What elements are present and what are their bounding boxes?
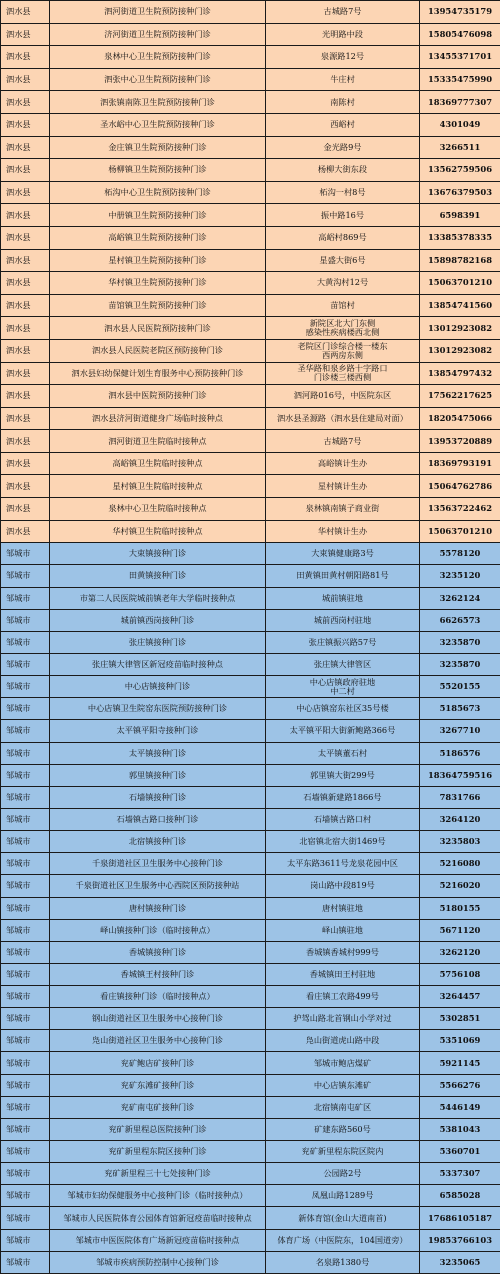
site-name-cell: 兖矿鲍店矿接种门诊 bbox=[50, 1052, 266, 1074]
address-cell: 田黄镇田黄村朝阳路81号 bbox=[266, 565, 420, 587]
table-row bbox=[1, 764, 500, 786]
table-row bbox=[1, 853, 500, 875]
table-row bbox=[1, 181, 500, 204]
county-cell: 泗水县 bbox=[1, 317, 50, 340]
table-row bbox=[1, 565, 500, 587]
site-name-cell: 星村镇卫生院临时接种点 bbox=[50, 475, 266, 498]
county-cell: 泗水县 bbox=[1, 294, 50, 317]
site-name-cell: 邹城市中医医院体育广场新冠疫苗临时接种点 bbox=[50, 1229, 266, 1251]
county-cell: 泗水县 bbox=[1, 23, 50, 46]
address-cell: 北宿镇北宿大街1469号 bbox=[266, 831, 420, 853]
site-name-cell: 中心店镇卫生院窑东医院预防接种门诊 bbox=[50, 698, 266, 720]
phone-cell: 5351069 bbox=[420, 1030, 500, 1052]
site-name-cell: 邹城市疾病预防控制中心接种门诊 bbox=[50, 1251, 266, 1273]
table-row bbox=[1, 609, 500, 631]
phone-cell: 3264120 bbox=[420, 808, 500, 830]
table-row bbox=[1, 91, 500, 114]
address-cell: 太平镇平阳大街新鲍路366号 bbox=[266, 720, 420, 742]
phone-cell: 13562759506 bbox=[420, 159, 500, 182]
address-cell: 峄山镇驻地 bbox=[266, 919, 420, 941]
address-cell: 高峪镇计生办 bbox=[266, 452, 420, 475]
county-cell: 泗水县 bbox=[1, 362, 50, 385]
table-row bbox=[1, 498, 500, 521]
table-row bbox=[1, 294, 500, 317]
site-name-cell: 济河街道卫生院预防接种门诊 bbox=[50, 23, 266, 46]
county-cell: 邹城市 bbox=[1, 1118, 50, 1140]
table-row bbox=[1, 1118, 500, 1140]
site-name-cell: 泉林中心卫生院预防接种门诊 bbox=[50, 46, 266, 69]
table-row bbox=[1, 1207, 500, 1229]
table-row bbox=[1, 226, 500, 249]
site-name-cell: 泗河街道卫生院预防接种门诊 bbox=[50, 1, 266, 24]
address-cell: 名泉路1380号 bbox=[266, 1251, 420, 1273]
address-cell: 柘沟一村8号 bbox=[266, 181, 420, 204]
county-cell: 邹城市 bbox=[1, 1074, 50, 1096]
address-cell: 振中路16号 bbox=[266, 204, 420, 227]
county-cell: 泗水县 bbox=[1, 475, 50, 498]
county-cell: 邹城市 bbox=[1, 808, 50, 830]
county-cell: 泗水县 bbox=[1, 407, 50, 430]
phone-cell: 13012923082 bbox=[420, 339, 500, 362]
county-cell: 泗水县 bbox=[1, 1, 50, 24]
site-name-cell: 看庄镇接种门诊（临时接种点） bbox=[50, 986, 266, 1008]
address-cell: 郭里镇大街299号 bbox=[266, 764, 420, 786]
site-name-cell: 市第二人民医院城前镇老年大学临时接种点 bbox=[50, 587, 266, 609]
table-row bbox=[1, 1008, 500, 1030]
site-name-cell: 华村镇卫生院预防接种门诊 bbox=[50, 272, 266, 295]
phone-cell: 15063701210 bbox=[420, 520, 500, 543]
county-cell: 邹城市 bbox=[1, 720, 50, 742]
county-cell: 邹城市 bbox=[1, 1163, 50, 1185]
address-cell: 泉源路12号 bbox=[266, 46, 420, 69]
address-cell: 邹城市鲍店煤矿 bbox=[266, 1052, 420, 1074]
table-row bbox=[1, 875, 500, 897]
address-cell: 凫山街道虎山路中段 bbox=[266, 1030, 420, 1052]
site-name-cell: 泗水县中医院预防接种门诊 bbox=[50, 385, 266, 408]
county-cell: 泗水县 bbox=[1, 272, 50, 295]
table-row bbox=[1, 1185, 500, 1207]
address-cell: 泗河路016号，中医院东区 bbox=[266, 385, 420, 408]
county-cell: 泗水县 bbox=[1, 204, 50, 227]
table-row bbox=[1, 249, 500, 272]
address-cell: 岗山路中段819号 bbox=[266, 875, 420, 897]
county-cell: 泗水县 bbox=[1, 91, 50, 114]
table-row bbox=[1, 587, 500, 609]
phone-cell: 13676379503 bbox=[420, 181, 500, 204]
table-row bbox=[1, 1251, 500, 1273]
county-cell: 邹城市 bbox=[1, 1251, 50, 1273]
county-cell: 泗水县 bbox=[1, 430, 50, 453]
table-row bbox=[1, 742, 500, 764]
county-cell: 泗水县 bbox=[1, 113, 50, 136]
address-cell: 金光路9号 bbox=[266, 136, 420, 159]
address-cell: 新院区北大门东侧 感染性疾病楼西北侧 bbox=[266, 317, 420, 340]
table-row bbox=[1, 963, 500, 985]
site-name-cell: 石墙镇接种门诊 bbox=[50, 786, 266, 808]
phone-cell: 18205475066 bbox=[420, 407, 500, 430]
table-row bbox=[1, 272, 500, 295]
county-cell: 邹城市 bbox=[1, 875, 50, 897]
address-cell: 张庄镇振兴路57号 bbox=[266, 631, 420, 653]
table-row bbox=[1, 831, 500, 853]
county-cell: 邹城市 bbox=[1, 1207, 50, 1229]
site-name-cell: 峄山镇接种门诊（临时接种点） bbox=[50, 919, 266, 941]
address-cell: 大束镇健康路3号 bbox=[266, 543, 420, 565]
address-cell: 新体育馆(金山大道南首) bbox=[266, 1207, 420, 1229]
phone-cell: 3262124 bbox=[420, 587, 500, 609]
site-name-cell: 泗张中心卫生院预防接种门诊 bbox=[50, 68, 266, 91]
phone-cell: 13563722462 bbox=[420, 498, 500, 521]
address-cell: 石墙镇古路口村 bbox=[266, 808, 420, 830]
table-row bbox=[1, 653, 500, 675]
address-cell: 大黄沟村12号 bbox=[266, 272, 420, 295]
phone-cell: 5186576 bbox=[420, 742, 500, 764]
table-row bbox=[1, 1163, 500, 1185]
county-cell: 泗水县 bbox=[1, 520, 50, 543]
phone-cell: 3235803 bbox=[420, 831, 500, 853]
county-cell: 邹城市 bbox=[1, 1008, 50, 1030]
county-cell: 泗水县 bbox=[1, 452, 50, 475]
address-cell: 杨柳大街东段 bbox=[266, 159, 420, 182]
county-cell: 邹城市 bbox=[1, 631, 50, 653]
county-cell: 邹城市 bbox=[1, 587, 50, 609]
address-cell: 华村镇计生办 bbox=[266, 520, 420, 543]
phone-cell: 5216020 bbox=[420, 875, 500, 897]
site-name-cell: 田黄镇接种门诊 bbox=[50, 565, 266, 587]
table-row bbox=[1, 317, 500, 340]
site-name-cell: 星村镇卫生院预防接种门诊 bbox=[50, 249, 266, 272]
county-cell: 邹城市 bbox=[1, 1096, 50, 1118]
phone-cell: 5566276 bbox=[420, 1074, 500, 1096]
site-name-cell: 郭里镇接种门诊 bbox=[50, 764, 266, 786]
site-name-cell: 石墙镇古路口接种门诊 bbox=[50, 808, 266, 830]
address-cell: 高峪村869号 bbox=[266, 226, 420, 249]
phone-cell: 5360701 bbox=[420, 1141, 500, 1163]
phone-cell: 6585028 bbox=[420, 1185, 500, 1207]
phone-cell: 18369793191 bbox=[420, 452, 500, 475]
county-cell: 泗水县 bbox=[1, 68, 50, 91]
site-name-cell: 北宿镇接种门诊 bbox=[50, 831, 266, 853]
phone-cell: 13455371701 bbox=[420, 46, 500, 69]
site-name-cell: 凫山街道社区卫生服务中心接种门诊 bbox=[50, 1030, 266, 1052]
address-cell: 古城路7号 bbox=[266, 430, 420, 453]
site-name-cell: 杨柳镇卫生院预防接种门诊 bbox=[50, 159, 266, 182]
address-cell: 泗水县圣源路（泗水县住建局对面） bbox=[266, 407, 420, 430]
address-cell: 香城镇田王村驻地 bbox=[266, 963, 420, 985]
address-cell: 兖矿新里程东院区院内 bbox=[266, 1141, 420, 1163]
county-cell: 邹城市 bbox=[1, 543, 50, 565]
site-name-cell: 邹城市妇幼保健服务中心接种门诊（临时接种点） bbox=[50, 1185, 266, 1207]
phone-cell: 5578120 bbox=[420, 543, 500, 565]
table-row bbox=[1, 113, 500, 136]
county-cell: 泗水县 bbox=[1, 136, 50, 159]
phone-cell: 5302851 bbox=[420, 1008, 500, 1030]
site-name-cell: 千泉街道社区卫生服务中心接种门诊 bbox=[50, 853, 266, 875]
address-cell: 泉林镇南镇子商业街 bbox=[266, 498, 420, 521]
address-cell: 牛庄村 bbox=[266, 68, 420, 91]
county-cell: 邹城市 bbox=[1, 941, 50, 963]
address-cell: 老院区门诊综合楼一楼东 西两房东侧 bbox=[266, 339, 420, 362]
site-name-cell: 泗张镇南陈卫生院预防接种门诊 bbox=[50, 91, 266, 114]
phone-cell: 18369777307 bbox=[420, 91, 500, 114]
address-cell: 城前西岗村驻地 bbox=[266, 609, 420, 631]
address-cell: 护驾山路北首钢山小学对过 bbox=[266, 1008, 420, 1030]
address-cell: 西峪村 bbox=[266, 113, 420, 136]
county-cell: 邹城市 bbox=[1, 831, 50, 853]
site-name-cell: 兖矿新里程三十七处接种门诊 bbox=[50, 1163, 266, 1185]
phone-cell: 3264457 bbox=[420, 986, 500, 1008]
table-row bbox=[1, 919, 500, 941]
table-row bbox=[1, 786, 500, 808]
county-cell: 邹城市 bbox=[1, 963, 50, 985]
phone-cell: 5671120 bbox=[420, 919, 500, 941]
phone-cell: 3235870 bbox=[420, 631, 500, 653]
county-cell: 邹城市 bbox=[1, 986, 50, 1008]
phone-cell: 5381043 bbox=[420, 1118, 500, 1140]
address-cell: 凤凰山路1289号 bbox=[266, 1185, 420, 1207]
county-cell: 邹城市 bbox=[1, 1030, 50, 1052]
table-row bbox=[1, 204, 500, 227]
county-cell: 邹城市 bbox=[1, 676, 50, 698]
phone-cell: 17686105187 bbox=[420, 1207, 500, 1229]
table-row bbox=[1, 68, 500, 91]
address-cell: 中心店镇东滩矿 bbox=[266, 1074, 420, 1096]
site-name-cell: 苗馆镇卫生院预防接种门诊 bbox=[50, 294, 266, 317]
site-name-cell: 兖矿新里程总医院接种门诊 bbox=[50, 1118, 266, 1140]
phone-cell: 5180155 bbox=[420, 897, 500, 919]
phone-cell: 15064762786 bbox=[420, 475, 500, 498]
address-cell: 石墙镇新建路1866号 bbox=[266, 786, 420, 808]
phone-cell: 5921145 bbox=[420, 1052, 500, 1074]
site-name-cell: 张庄镇大律管区新冠疫苗临时接种点 bbox=[50, 653, 266, 675]
site-name-cell: 兖矿新里程东院区接种门诊 bbox=[50, 1141, 266, 1163]
table-row bbox=[1, 46, 500, 69]
phone-cell: 15805476098 bbox=[420, 23, 500, 46]
phone-cell: 17562217625 bbox=[420, 385, 500, 408]
site-name-cell: 兖矿南屯矿接种门诊 bbox=[50, 1096, 266, 1118]
address-cell: 苗馆村 bbox=[266, 294, 420, 317]
site-name-cell: 泗水县济河街道健身广场临时接种点 bbox=[50, 407, 266, 430]
site-name-cell: 泗水县人民医院预防接种门诊 bbox=[50, 317, 266, 340]
site-name-cell: 张庄镇接种门诊 bbox=[50, 631, 266, 653]
site-name-cell: 华村镇卫生院临时接种点 bbox=[50, 520, 266, 543]
site-name-cell: 圣水峪中心卫生院预防接种门诊 bbox=[50, 113, 266, 136]
address-cell: 古城路7号 bbox=[266, 1, 420, 24]
table-row bbox=[1, 720, 500, 742]
site-name-cell: 香城镇王村接种门诊 bbox=[50, 963, 266, 985]
county-cell: 邹城市 bbox=[1, 653, 50, 675]
address-cell: 中心店镇政府驻地 中二村 bbox=[266, 676, 420, 698]
phone-cell: 4301049 bbox=[420, 113, 500, 136]
table-row bbox=[1, 1, 500, 24]
site-name-cell: 太平镇平阳寺接种门诊 bbox=[50, 720, 266, 742]
phone-cell: 3235065 bbox=[420, 1251, 500, 1273]
phone-cell: 15335475990 bbox=[420, 68, 500, 91]
table-row bbox=[1, 698, 500, 720]
table-row bbox=[1, 897, 500, 919]
phone-cell: 5756108 bbox=[420, 963, 500, 985]
phone-cell: 3267710 bbox=[420, 720, 500, 742]
table-row bbox=[1, 1030, 500, 1052]
table-row bbox=[1, 808, 500, 830]
site-name-cell: 城前镇西岗接种门诊 bbox=[50, 609, 266, 631]
phone-cell: 13854741560 bbox=[420, 294, 500, 317]
address-cell: 太平镇董石村 bbox=[266, 742, 420, 764]
phone-cell: 13953720889 bbox=[420, 430, 500, 453]
table-row bbox=[1, 339, 500, 362]
phone-cell: 15898782168 bbox=[420, 249, 500, 272]
phone-cell: 15063701210 bbox=[420, 272, 500, 295]
table-row bbox=[1, 941, 500, 963]
phone-cell: 7831766 bbox=[420, 786, 500, 808]
county-cell: 泗水县 bbox=[1, 339, 50, 362]
phone-cell: 5337307 bbox=[420, 1163, 500, 1185]
table-row bbox=[1, 136, 500, 159]
address-cell: 张庄镇大律管区 bbox=[266, 653, 420, 675]
site-name-cell: 泗水县妇幼保健计划生育服务中心预防接种门诊 bbox=[50, 362, 266, 385]
table-row bbox=[1, 520, 500, 543]
address-cell: 光明路中段 bbox=[266, 23, 420, 46]
site-name-cell: 唐村镇接种门诊 bbox=[50, 897, 266, 919]
address-cell: 看庄镇工农路499号 bbox=[266, 986, 420, 1008]
site-name-cell: 中册镇卫生院预防接种门诊 bbox=[50, 204, 266, 227]
site-name-cell: 兖矿东滩矿接种门诊 bbox=[50, 1074, 266, 1096]
county-cell: 泗水县 bbox=[1, 385, 50, 408]
phone-cell: 13854797432 bbox=[420, 362, 500, 385]
table-row bbox=[1, 1052, 500, 1074]
address-cell: 公园路2号 bbox=[266, 1163, 420, 1185]
county-cell: 泗水县 bbox=[1, 498, 50, 521]
site-name-cell: 泗河街道卫生院临时接种点 bbox=[50, 430, 266, 453]
county-cell: 泗水县 bbox=[1, 46, 50, 69]
phone-cell: 19853766103 bbox=[420, 1229, 500, 1251]
table-body bbox=[1, 1, 500, 1274]
county-cell: 邹城市 bbox=[1, 897, 50, 919]
phone-cell: 5446149 bbox=[420, 1096, 500, 1118]
county-cell: 邹城市 bbox=[1, 764, 50, 786]
table-row bbox=[1, 1074, 500, 1096]
phone-cell: 5216080 bbox=[420, 853, 500, 875]
site-name-cell: 邹城市人民医院体育公园体育馆新冠疫苗临时接种点 bbox=[50, 1207, 266, 1229]
address-cell: 体育广场（中医院东，104国道旁） bbox=[266, 1229, 420, 1251]
county-cell: 邹城市 bbox=[1, 1229, 50, 1251]
table-row bbox=[1, 475, 500, 498]
county-cell: 邹城市 bbox=[1, 742, 50, 764]
table-row bbox=[1, 1229, 500, 1251]
site-name-cell: 大束镇接种门诊 bbox=[50, 543, 266, 565]
county-cell: 泗水县 bbox=[1, 181, 50, 204]
table-row bbox=[1, 23, 500, 46]
site-name-cell: 太平镇接种门诊 bbox=[50, 742, 266, 764]
phone-cell: 5520155 bbox=[420, 676, 500, 698]
address-cell: 北宿镇南屯矿区 bbox=[266, 1096, 420, 1118]
address-cell: 城前镇驻地 bbox=[266, 587, 420, 609]
table-row bbox=[1, 986, 500, 1008]
address-cell: 星村镇计生办 bbox=[266, 475, 420, 498]
table-row bbox=[1, 543, 500, 565]
county-cell: 邹城市 bbox=[1, 1052, 50, 1074]
table-row bbox=[1, 362, 500, 385]
site-name-cell: 千泉街道社区卫生服务中心西院区预防接种站 bbox=[50, 875, 266, 897]
table-row bbox=[1, 452, 500, 475]
site-name-cell: 香城镇接种门诊 bbox=[50, 941, 266, 963]
county-cell: 邹城市 bbox=[1, 853, 50, 875]
phone-cell: 13385378335 bbox=[420, 226, 500, 249]
site-name-cell: 泗水县人民医院老院区预防接种门诊 bbox=[50, 339, 266, 362]
table-row bbox=[1, 407, 500, 430]
site-name-cell: 钢山街道社区卫生服务中心接种门诊 bbox=[50, 1008, 266, 1030]
phone-cell: 3266511 bbox=[420, 136, 500, 159]
site-name-cell: 高峪镇卫生院临时接种点 bbox=[50, 452, 266, 475]
county-cell: 泗水县 bbox=[1, 159, 50, 182]
table-row bbox=[1, 1141, 500, 1163]
county-cell: 邹城市 bbox=[1, 565, 50, 587]
site-name-cell: 中心店镇接种门诊 bbox=[50, 676, 266, 698]
phone-cell: 3235120 bbox=[420, 565, 500, 587]
phone-cell: 3262120 bbox=[420, 941, 500, 963]
address-cell: 香城镇香城村999号 bbox=[266, 941, 420, 963]
table-row bbox=[1, 159, 500, 182]
address-cell: 矿建东路560号 bbox=[266, 1118, 420, 1140]
phone-cell: 5185673 bbox=[420, 698, 500, 720]
address-cell: 太平东路3611号龙泉花园中区 bbox=[266, 853, 420, 875]
phone-cell: 6598391 bbox=[420, 204, 500, 227]
site-name-cell: 高峪镇卫生院预防接种门诊 bbox=[50, 226, 266, 249]
county-cell: 邹城市 bbox=[1, 609, 50, 631]
table-row bbox=[1, 1096, 500, 1118]
county-cell: 邹城市 bbox=[1, 786, 50, 808]
phone-cell: 6626573 bbox=[420, 609, 500, 631]
site-name-cell: 柘沟中心卫生院预防接种门诊 bbox=[50, 181, 266, 204]
address-cell: 唐村镇驻地 bbox=[266, 897, 420, 919]
table-row bbox=[1, 676, 500, 698]
table-row bbox=[1, 631, 500, 653]
phone-cell: 13954735179 bbox=[420, 1, 500, 24]
address-cell: 圣华路和泉乡路十字路口 门诊楼三楼西侧 bbox=[266, 362, 420, 385]
address-cell: 星盛大街6号 bbox=[266, 249, 420, 272]
county-cell: 泗水县 bbox=[1, 226, 50, 249]
table-row bbox=[1, 430, 500, 453]
county-cell: 邹城市 bbox=[1, 919, 50, 941]
county-cell: 邹城市 bbox=[1, 1185, 50, 1207]
table-row bbox=[1, 385, 500, 408]
phone-cell: 3235870 bbox=[420, 653, 500, 675]
site-name-cell: 泉林中心卫生院临时接种点 bbox=[50, 498, 266, 521]
phone-cell: 13012923082 bbox=[420, 317, 500, 340]
county-cell: 邹城市 bbox=[1, 698, 50, 720]
site-name-cell: 金庄镇卫生院预防接种门诊 bbox=[50, 136, 266, 159]
county-cell: 邹城市 bbox=[1, 1141, 50, 1163]
address-cell: 南陈村 bbox=[266, 91, 420, 114]
address-cell: 中心店镇窑东社区35号楼 bbox=[266, 698, 420, 720]
county-cell: 泗水县 bbox=[1, 249, 50, 272]
phone-cell: 18364759516 bbox=[420, 764, 500, 786]
